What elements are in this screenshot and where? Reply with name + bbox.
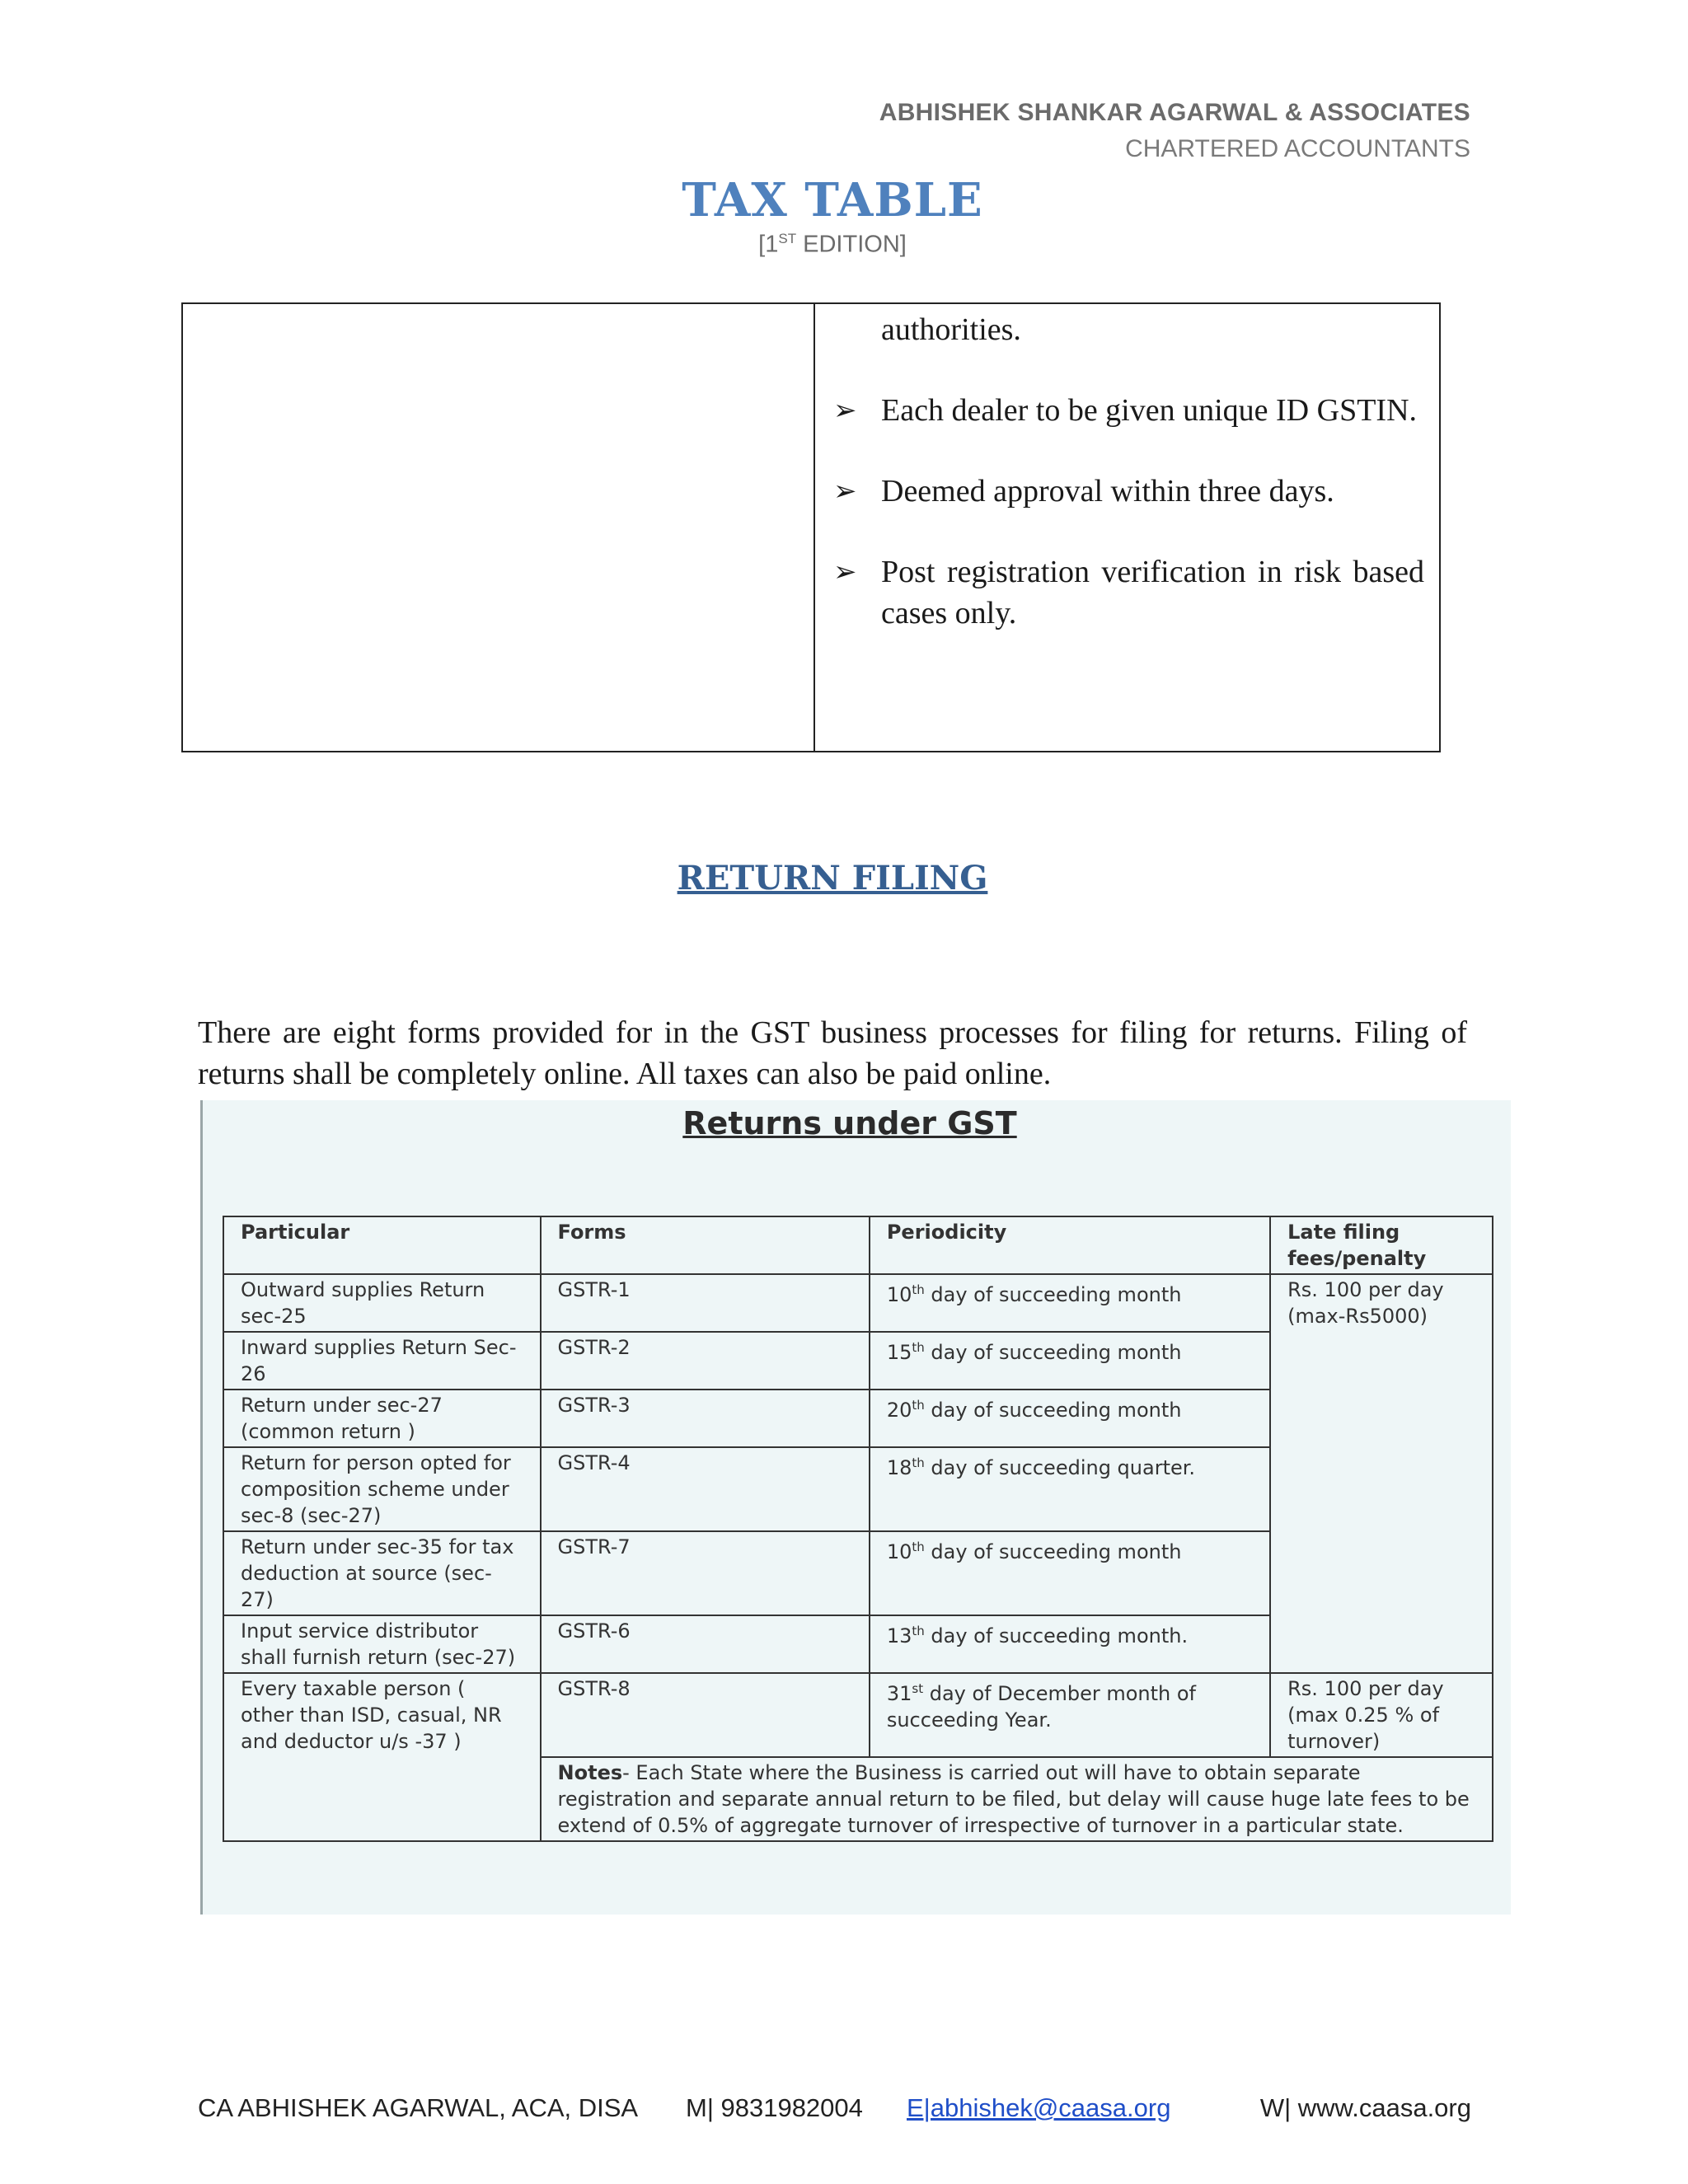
day-number: 31	[886, 1682, 912, 1705]
edition-label	[0, 231, 1665, 259]
particular-cell: Return for person opted for composition scheme under sec-8 (sec-27)	[223, 1447, 541, 1531]
particular-cell: Outward supplies Return sec-25	[223, 1274, 541, 1332]
day-number: 13	[886, 1624, 912, 1647]
particular-cell: Inward supplies Return Sec-26	[223, 1332, 541, 1390]
form-cell: GSTR-3	[541, 1390, 870, 1447]
day-suffix: th	[912, 1540, 925, 1554]
edition-suffix: EDITION]	[796, 231, 907, 258]
bullet-text: Post registration verification in risk based cases only.	[881, 555, 1424, 630]
period-text: day of succeeding month	[924, 1540, 1182, 1563]
bullet-item	[833, 471, 1424, 512]
day-number: 15	[886, 1341, 912, 1364]
periodicity-cell	[870, 1332, 1270, 1390]
bullet-text: Deemed approval within three days.	[881, 474, 1334, 509]
penalty-cell-monthly: Rs. 100 per day (max-Rs5000)	[1270, 1274, 1493, 1673]
gst-returns-table	[223, 1216, 1493, 1842]
firm-name: ABHISHEK SHANKAR AGARWAL & ASSOCIATES	[879, 99, 1470, 126]
day-suffix: th	[912, 1282, 925, 1297]
period-text: day of succeeding month.	[924, 1624, 1189, 1647]
particular-cell: Input service distributor shall furnish return (sec-27)	[223, 1615, 541, 1673]
firm-subtitle: CHARTERED ACCOUNTANTS	[1125, 135, 1470, 162]
particular-cell: Return under sec-35 for tax deduction at source (sec-27)	[223, 1531, 541, 1615]
period-text: day of succeeding month	[924, 1283, 1182, 1306]
particular-cell: Every taxable person ( other than ISD, casual, NR and deductor u/s -37 )	[223, 1673, 541, 1841]
period-text: day of succeeding month	[924, 1341, 1182, 1364]
gst-figure-title: Returns under GST	[682, 1105, 1017, 1141]
form-cell: GSTR-6	[541, 1615, 870, 1673]
arrow-bullet-icon: ➢	[833, 475, 857, 508]
footer-email-link[interactable]: E|abhishek@caasa.org	[907, 2093, 1171, 2122]
continued-table-row	[182, 303, 1440, 752]
day-suffix: st	[912, 1681, 924, 1696]
notes-text: - Each State where the Business is carried out will have to obtain separate registration and separate annual return to be filed, but delay will cause huge late fees to be extend of 0.5% of aggregate turnover of irrespective of turnover in a particular state.	[557, 1761, 1470, 1837]
day-suffix: th	[912, 1340, 925, 1355]
periodicity-cell	[870, 1390, 1270, 1447]
continued-right-cell	[814, 303, 1440, 752]
bullet-item	[833, 551, 1424, 634]
periodicity-cell	[870, 1274, 1270, 1332]
day-suffix: th	[912, 1455, 925, 1470]
day-number: 18	[886, 1456, 912, 1479]
bullet-text: Each dealer to be given unique ID GSTIN.	[881, 393, 1418, 428]
day-suffix: th	[912, 1624, 925, 1638]
continued-text	[833, 309, 1424, 634]
edition-sup: ST	[778, 231, 797, 246]
period-text: day of succeeding quarter.	[924, 1456, 1196, 1479]
day-suffix: th	[912, 1398, 925, 1413]
header-particular: Particular	[223, 1216, 541, 1274]
gst-returns-figure	[200, 1100, 1511, 1915]
form-cell: GSTR-4	[541, 1447, 870, 1531]
particular-cell: Return under sec-27 (common return )	[223, 1390, 541, 1447]
header-periodicity: Periodicity	[870, 1216, 1270, 1274]
footer-mobile: M| 9831982004	[686, 2093, 863, 2122]
periodicity-cell	[870, 1615, 1270, 1673]
footer-website[interactable]: W| www.caasa.org	[1259, 2093, 1471, 2122]
periodicity-cell	[870, 1447, 1270, 1531]
period-text: day of succeeding month	[924, 1399, 1182, 1422]
continued-table	[181, 302, 1441, 752]
arrow-bullet-icon: ➢	[833, 394, 857, 427]
notes-label: Notes	[557, 1761, 623, 1784]
header-forms: Forms	[541, 1216, 870, 1274]
table-row	[223, 1673, 1493, 1757]
day-number: 10	[886, 1283, 912, 1306]
form-cell: GSTR-7	[541, 1531, 870, 1615]
edition-prefix: [1	[758, 231, 779, 258]
day-number: 10	[886, 1540, 912, 1563]
firm-header	[879, 99, 1470, 163]
period-text: day of December month of succeeding Year.	[886, 1682, 1196, 1732]
periodicity-cell	[870, 1673, 1270, 1757]
continued-left-cell	[182, 303, 814, 752]
form-cell: GSTR-2	[541, 1332, 870, 1390]
arrow-bullet-icon: ➢	[833, 555, 857, 588]
notes-cell	[541, 1757, 1493, 1841]
periodicity-cell	[870, 1531, 1270, 1615]
document-title: TAX TABLE	[682, 173, 983, 227]
form-cell: GSTR-8	[541, 1673, 870, 1757]
intro-paragraph: There are eight forms provided for in the GST business processes for filing for returns. Filing of returns shall be completely online. All taxes can also be paid online.	[198, 1015, 1467, 1091]
bullet-item	[833, 390, 1424, 431]
footer-name: CA ABHISHEK AGARWAL, ACA, DISA	[198, 2093, 639, 2122]
section-heading: RETURN FILING	[677, 859, 988, 898]
table-row	[223, 1274, 1493, 1332]
header-late-fee: Late filing fees/penalty	[1270, 1216, 1493, 1274]
gst-header-row	[223, 1216, 1493, 1274]
day-number: 20	[886, 1399, 912, 1422]
penalty-cell-annual: Rs. 100 per day (max 0.25 % of turnover)	[1270, 1673, 1493, 1757]
form-cell: GSTR-1	[541, 1274, 870, 1332]
continued-first-line: authorities.	[881, 312, 1021, 347]
